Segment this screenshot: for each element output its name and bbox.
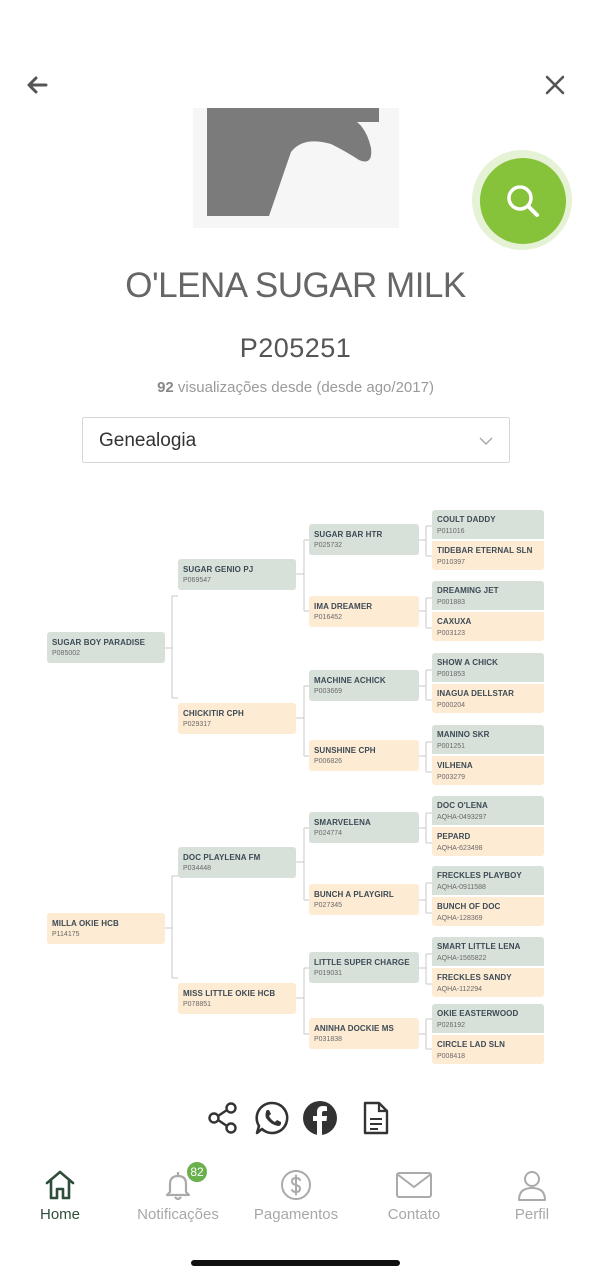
back-button[interactable] [22, 70, 52, 100]
horse-node-name: DREAMING JET [437, 586, 499, 595]
arrow-left-icon [22, 70, 52, 100]
nav-payments[interactable] [246, 1168, 346, 1232]
document-button[interactable] [358, 1100, 394, 1136]
horse-node-name: SUGAR GENIO PJ [183, 565, 254, 574]
home-indicator[interactable] [191, 1260, 400, 1266]
pedigree-node[interactable] [309, 1018, 419, 1049]
horse-node-name: CHICKITIR CPH [183, 709, 244, 718]
horse-node-reg: P016452 [314, 614, 343, 621]
pedigree-node[interactable] [309, 670, 419, 701]
pedigree-node[interactable] [178, 559, 296, 590]
close-button[interactable] [540, 70, 570, 100]
nav-label: Notificações [137, 1206, 219, 1223]
pedigree-node[interactable] [432, 581, 544, 610]
horse-node-reg: P001883 [437, 599, 466, 606]
horse-node-reg: P031838 [314, 1036, 343, 1043]
horse-photo[interactable] [193, 108, 399, 228]
horse-node-reg: P010397 [437, 559, 466, 566]
nav-label: Contato [387, 1206, 441, 1223]
horse-node-name: SUNSHINE CPH [314, 746, 376, 755]
pedigree-sire[interactable] [47, 632, 165, 663]
horse-node-name: MISS LITTLE OKIE HCB [183, 989, 276, 998]
pedigree-node[interactable] [432, 827, 544, 856]
horse-node-reg: P034448 [183, 865, 212, 872]
pedigree-node[interactable] [432, 1004, 544, 1033]
pedigree-node[interactable] [309, 524, 419, 555]
pedigree-node[interactable] [432, 1035, 544, 1064]
views-count: 92 [157, 379, 174, 396]
horse-name: O'LENA SUGAR MILK [125, 266, 466, 305]
horse-node-reg: P078851 [183, 1001, 212, 1008]
pedigree-node[interactable] [432, 541, 544, 570]
horse-node-reg: AQHA-1565822 [437, 955, 487, 962]
pedigree-node[interactable] [432, 937, 544, 966]
horse-node-reg: P001853 [437, 671, 466, 678]
horse-node-reg: P003123 [437, 630, 466, 637]
pedigree-node[interactable] [178, 983, 296, 1014]
pedigree-node[interactable] [432, 612, 544, 641]
horse-node-reg: P008418 [437, 1053, 466, 1060]
horse-node-name: IMA DREAMER [314, 602, 373, 611]
nav-label: Pagamentos [253, 1206, 339, 1223]
nav-notifications[interactable] [128, 1165, 228, 1232]
facebook-icon [302, 1100, 338, 1136]
whatsapp-icon [254, 1100, 290, 1136]
pedigree-node[interactable] [432, 796, 544, 825]
horse-node-name: SHOW A CHICK [437, 658, 499, 667]
horse-node-reg: AQHA-112294 [437, 986, 483, 993]
pedigree-node[interactable] [309, 884, 419, 915]
horse-node-name: MACHINE ACHICK [314, 676, 386, 685]
nav-label: Home [39, 1206, 80, 1223]
horse-node-name: SUGAR BOY PARADISE [52, 638, 146, 647]
horse-node-reg: AQHA-0911588 [437, 884, 486, 891]
notification-badge: 82 [185, 1160, 209, 1184]
horse-node-reg: P069547 [183, 577, 212, 584]
user-icon [515, 1168, 549, 1202]
horse-node-reg: P024774 [314, 830, 343, 837]
pedigree-node[interactable] [309, 740, 419, 771]
horse-node-reg: P026192 [437, 1022, 466, 1029]
horse-node-reg: P019031 [314, 970, 343, 977]
horse-node-reg: P000204 [437, 702, 466, 709]
horse-node-reg: P003279 [437, 774, 466, 781]
pedigree-dam[interactable] [47, 913, 165, 944]
horse-node-reg: P001251 [437, 743, 466, 750]
section-select[interactable] [82, 417, 510, 463]
horse-node-name: MILLA OKIE HCB [52, 919, 119, 928]
mail-icon [394, 1168, 434, 1202]
horse-node-name: SMART LITTLE LENA [437, 942, 521, 951]
nav-label: Perfil [514, 1206, 550, 1223]
horse-node-reg: P027345 [314, 902, 343, 909]
chevron-down-icon [477, 432, 495, 450]
horse-node-name: LITTLE SUPER CHARGE [314, 958, 410, 967]
whatsapp-button[interactable] [254, 1100, 290, 1136]
facebook-button[interactable] [302, 1100, 338, 1136]
share-icon [205, 1100, 241, 1136]
horse-node-name: VILHENA [437, 761, 473, 770]
pedigree-node[interactable] [432, 866, 544, 895]
share-button[interactable] [205, 1100, 241, 1136]
horse-node-name: FRECKLES SANDY [437, 973, 512, 982]
pedigree-node[interactable] [432, 897, 544, 926]
horse-node-name: OKIE EASTERWOOD [437, 1009, 519, 1018]
horse-node-name: PEPARD [437, 832, 471, 841]
pedigree-node[interactable] [432, 725, 544, 754]
section-select-value: Genealogia [99, 430, 197, 451]
horse-node-reg: P025732 [314, 542, 343, 549]
horse-node-name: TIDEBAR ETERNAL SLN [437, 546, 533, 555]
horse-node-name: SMARVELENA [314, 818, 371, 827]
views-text: visualizações desde [177, 379, 313, 396]
search-button[interactable] [480, 158, 566, 244]
views-info [0, 379, 591, 396]
horse-node-reg: AQHA-0493297 [437, 814, 487, 821]
horse-node-name: DOC PLAYLENA FM [183, 853, 261, 862]
horse-node-name: INAGUA DELLSTAR [437, 689, 515, 698]
document-icon [358, 1100, 394, 1136]
views-since: (desde ago/2017) [316, 379, 434, 396]
home-icon [43, 1168, 77, 1202]
horse-node-name: BUNCH A PLAYGIRL [314, 890, 394, 899]
horse-node-reg: AQHA-623498 [437, 845, 483, 852]
horse-silhouette [207, 108, 379, 216]
horse-node-reg: P003669 [314, 688, 343, 695]
nav-contact[interactable] [364, 1168, 464, 1232]
pedigree-node[interactable] [178, 847, 296, 878]
horse-node-name: CAXUXA [437, 617, 472, 626]
dollar-icon [279, 1168, 313, 1202]
pedigree-node[interactable] [432, 756, 544, 785]
nav-home[interactable] [10, 1168, 110, 1232]
pedigree-node[interactable] [432, 684, 544, 713]
horse-node-name: DOC O'LENA [437, 801, 488, 810]
horse-node-name: MANINO SKR [437, 730, 490, 739]
pedigree-node[interactable] [432, 653, 544, 682]
horse-node-name: BUNCH OF DOC [437, 902, 501, 911]
nav-profile[interactable] [482, 1168, 582, 1232]
horse-node-name: SUGAR BAR HTR [314, 530, 383, 539]
horse-node-name: FRECKLES PLAYBOY [437, 871, 522, 880]
search-icon [503, 181, 543, 221]
pedigree-node[interactable] [309, 596, 419, 627]
horse-node-reg: P114175 [52, 931, 80, 938]
pedigree-node[interactable] [432, 968, 544, 997]
horse-node-reg: P011016 [437, 528, 465, 535]
horse-node-reg: AQHA-128369 [437, 915, 483, 922]
horse-node-reg: P006826 [314, 758, 343, 765]
horse-node-name: CIRCLE LAD SLN [437, 1040, 506, 1049]
pedigree-node[interactable] [309, 812, 419, 843]
close-icon [540, 70, 570, 100]
pedigree-node[interactable] [309, 952, 419, 983]
pedigree-node[interactable] [432, 510, 544, 539]
horse-node-name: ANINHA DOCKIE MS [314, 1024, 394, 1033]
horse-node-reg: P085002 [52, 650, 81, 657]
horse-node-reg: P029317 [183, 721, 212, 728]
pedigree-node[interactable] [178, 703, 296, 734]
horse-registration: P205251 [239, 333, 352, 363]
horse-node-name: COULT DADDY [437, 515, 496, 524]
